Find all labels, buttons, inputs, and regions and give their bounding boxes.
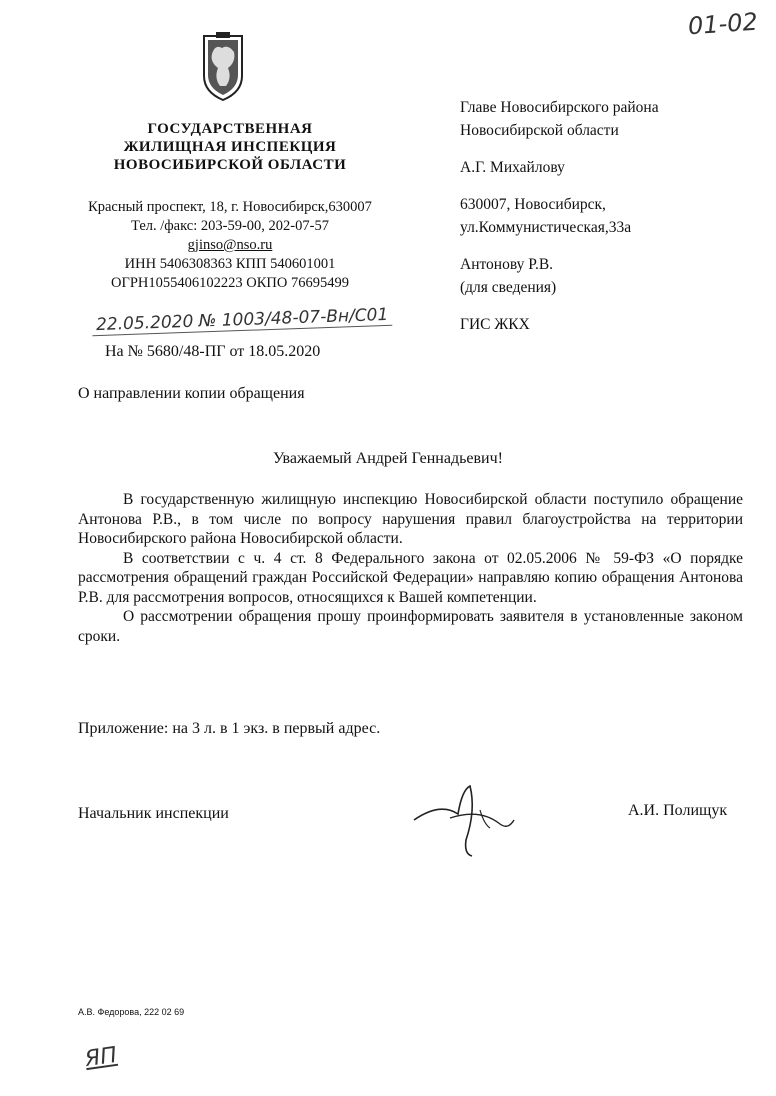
organization-address xyxy=(60,198,400,293)
recipient-line: Главе Новосибирского района xyxy=(460,99,659,116)
org-title-line: ГОСУДАРСТВЕННАЯ xyxy=(147,121,313,137)
letter-body xyxy=(78,490,743,646)
signer-name: А.И. Полищук xyxy=(628,802,728,819)
bottom-handwritten-mark: ЯП xyxy=(83,1042,119,1073)
signer-position: Начальник инспекции xyxy=(78,805,229,822)
recipient-line: Новосибирской области xyxy=(460,122,619,139)
recipient-line: ул.Коммунистическая,33а xyxy=(460,219,632,236)
executor-info: А.В. Федорова, 222 02 69 xyxy=(78,1007,185,1017)
body-paragraph: О рассмотрении обращения прошу проинформировать заявителя в установленные законом сроки. xyxy=(78,608,743,645)
reply-reference: На № 5680/48-ПГ от 18.05.2020 xyxy=(105,343,321,360)
body-paragraph: В соответствии с ч. 4 ст. 8 Федерального закона от 02.05.2006 № 59-ФЗ «О порядке рассмотрения обращений граждан Российской Федерации» направляю копию обращения Антонова Р.В. для рассмотрения вопросов, относящихся к Вашей компетенции. xyxy=(78,549,743,606)
email-link[interactable]: gjinso@nso.ru xyxy=(187,237,273,253)
address-line: Красный проспект, 18, г. Новосибирск,630007 xyxy=(88,199,372,215)
recipient-line: А.Г. Михайлову xyxy=(460,159,565,176)
greeting: Уважаемый Андрей Геннадьевич! xyxy=(273,450,503,467)
address-line: ИНН 5406308363 КПП 540601001 xyxy=(124,256,336,272)
attachment-note: Приложение: на 3 л. в 1 экз. в первый адрес. xyxy=(78,720,381,737)
recipient-line: (для сведения) xyxy=(460,279,557,296)
recipient-line: ГИС ЖКХ xyxy=(460,316,530,333)
subject-line: О направлении копии обращения xyxy=(78,385,305,402)
recipient-line: Антонову Р.В. xyxy=(460,256,554,273)
org-title-line: НОВОСИБИРСКОЙ ОБЛАСТИ xyxy=(113,157,347,173)
organization-title xyxy=(60,120,400,174)
registration-mark: 01-02 xyxy=(687,7,759,41)
org-title-line: ЖИЛИЩНАЯ ИНСПЕКЦИЯ xyxy=(123,139,337,155)
body-paragraph: В государственную жилищную инспекцию Новосибирской области поступило обращение Антонова Р.В., в том числе по вопросу нарушения правил благоустройства на территории Новосибирского района Новосибирской области. xyxy=(78,491,743,547)
handwritten-signature xyxy=(410,780,520,860)
outgoing-number-handwritten: 22.05.2020 № 1003/48-07-Вн/С01 xyxy=(92,305,393,336)
recipients-block xyxy=(460,96,760,336)
recipient-line: 630007, Новосибирск, xyxy=(460,196,606,213)
address-line: Тел. /факс: 203-59-00, 202-07-57 xyxy=(131,218,329,234)
coat-of-arms-emblem xyxy=(198,30,248,102)
address-line: ОГРН1055406102223 ОКПО 76695499 xyxy=(111,275,349,291)
